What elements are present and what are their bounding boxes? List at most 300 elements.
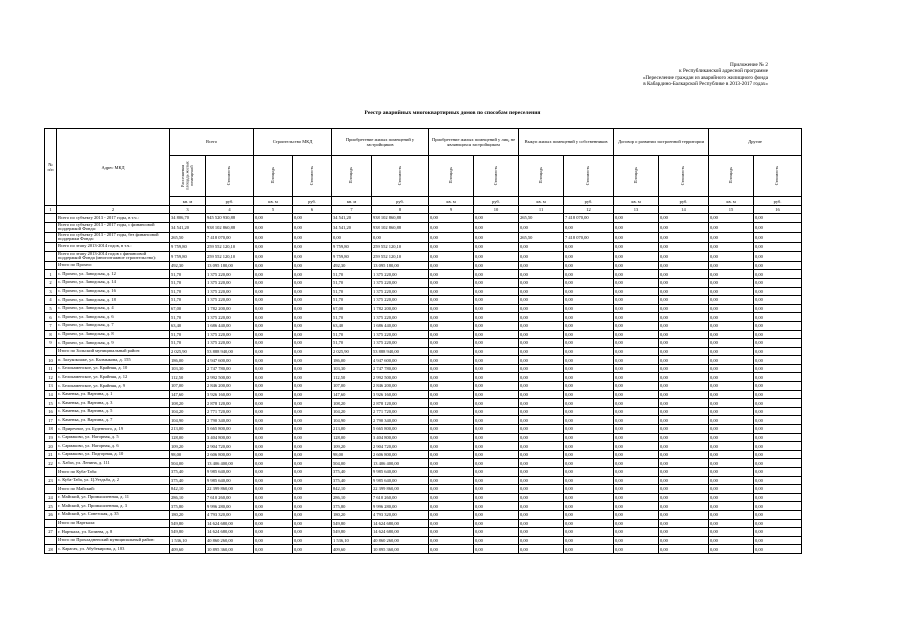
value-cell: 0,00 <box>709 450 754 459</box>
value-cell: 0,00 <box>429 242 474 251</box>
value-cell: 0,00 <box>254 536 293 545</box>
table-row-subtotal <box>45 261 802 270</box>
address-cell: Итого по Майский: <box>57 485 170 494</box>
value-cell: 1 375 220,00 <box>372 287 429 296</box>
value-cell: 0,00 <box>429 214 474 223</box>
value-cell: 0,00 <box>429 251 474 261</box>
address-cell: г. Майский, ул. Промышленная, д. 11 <box>57 493 170 502</box>
row-number-cell <box>45 222 57 232</box>
value-cell: 7 418 070,00 <box>206 232 254 242</box>
value-cell: 0,00 <box>519 407 564 416</box>
value-cell: 0,00 <box>474 296 519 305</box>
value-cell: 0,00 <box>614 304 659 313</box>
value-cell: 0,00 <box>293 242 332 251</box>
row-number-cell <box>45 261 57 270</box>
column-number: 6 <box>293 206 332 214</box>
table-row-subtotal <box>45 519 802 528</box>
value-cell: 0,00 <box>254 433 293 442</box>
value-cell: 0,00 <box>429 519 474 528</box>
value-cell: 0,00 <box>564 450 614 459</box>
value-cell: 53 888 940,00 <box>206 347 254 356</box>
address-cell: с. Прохно, ул. Заводская, д. 6 <box>57 313 170 322</box>
value-cell: 51,70 <box>170 287 206 296</box>
value-cell: 0,00 <box>709 528 754 537</box>
value-cell: 0,00 <box>293 304 332 313</box>
value-cell: 1 536,10 <box>170 536 206 545</box>
value-cell: 0,00 <box>564 485 614 494</box>
value-cell: 0,00 <box>754 493 802 502</box>
value-cell: 0,00 <box>254 442 293 451</box>
value-cell: 0,00 <box>293 347 332 356</box>
value-cell: 492,30 <box>332 261 372 270</box>
value-cell: 0,00 <box>754 425 802 434</box>
subheader-text: Площадь <box>447 167 453 184</box>
value-cell: 0,00 <box>519 347 564 356</box>
subheader-cost <box>206 156 254 197</box>
value-cell: 0,00 <box>254 321 293 330</box>
row-number-cell <box>45 242 57 251</box>
table-row <box>45 528 802 537</box>
value-cell: 1 782 200,00 <box>372 304 429 313</box>
value-cell: 0,00 <box>659 339 709 348</box>
value-cell: 0,00 <box>254 459 293 468</box>
value-cell: 504,00 <box>170 459 206 468</box>
row-number-cell: 15 <box>45 399 57 408</box>
table-row <box>45 296 802 305</box>
value-cell: 0,00 <box>519 296 564 305</box>
row-number-cell: 12 <box>45 373 57 382</box>
value-cell: 0,00 <box>564 261 614 270</box>
value-cell: 0,00 <box>254 364 293 373</box>
value-cell: 0,00 <box>519 493 564 502</box>
value-cell: 9 985 640,00 <box>372 476 429 485</box>
value-cell: 0,00 <box>564 364 614 373</box>
column-number: 8 <box>372 206 429 214</box>
value-cell: 0,00 <box>519 339 564 348</box>
value-cell: 0,00 <box>519 242 564 251</box>
value-cell: 9 985 640,00 <box>372 468 429 477</box>
value-cell: 375,40 <box>332 476 372 485</box>
value-cell: 0,00 <box>474 313 519 322</box>
value-cell: 0,00 <box>429 545 474 554</box>
value-cell: 2 992 500,00 <box>206 373 254 382</box>
value-cell: 51,70 <box>170 313 206 322</box>
value-cell: 0,00 <box>254 296 293 305</box>
value-cell: 0,00 <box>519 442 564 451</box>
unit-area: кв. м <box>614 197 659 206</box>
value-cell: 0,00 <box>709 287 754 296</box>
value-cell: 0,00 <box>474 545 519 554</box>
value-cell: 0,00 <box>709 407 754 416</box>
row-number-cell: 26 <box>45 510 57 519</box>
address-cell: с. Карагач, ул. Абубекирова, д. 103 <box>57 545 170 554</box>
value-cell: 112,50 <box>332 373 372 382</box>
address-cell: Итого по Нарткала: <box>57 519 170 528</box>
value-cell: 0,00 <box>614 502 659 511</box>
row-number-cell: 16 <box>45 407 57 416</box>
appendix-line: Приложение № 2 <box>730 62 768 68</box>
value-cell: 0,00 <box>293 493 332 502</box>
value-cell: 108,20 <box>170 399 206 408</box>
value-cell: 0,00 <box>564 313 614 322</box>
subheader-cost <box>372 156 429 197</box>
value-cell: 0,00 <box>754 519 802 528</box>
value-cell: 0,00 <box>293 433 332 442</box>
value-cell: 0,00 <box>293 450 332 459</box>
value-cell: 0,00 <box>614 459 659 468</box>
unit-area: кв. м <box>170 197 206 206</box>
value-cell: 112,50 <box>170 373 206 382</box>
value-cell: 286,10 <box>170 493 206 502</box>
value-cell: 0,00 <box>659 296 709 305</box>
value-cell: 0,00 <box>754 510 802 519</box>
value-cell: 0,00 <box>659 536 709 545</box>
value-cell: 0,00 <box>564 476 614 485</box>
value-cell: 128,00 <box>170 433 206 442</box>
value-cell: 51,70 <box>332 270 372 279</box>
value-cell: 1 375 220,00 <box>206 270 254 279</box>
table-row <box>45 356 802 365</box>
subheader-cost <box>474 156 519 197</box>
column-number: 4 <box>206 206 254 214</box>
value-cell: 0,00 <box>614 356 659 365</box>
value-cell: 0,00 <box>254 425 293 434</box>
value-cell: 0,00 <box>519 304 564 313</box>
value-cell: 0,00 <box>754 399 802 408</box>
value-cell: 265,50 <box>170 232 206 242</box>
value-cell: 0,00 <box>254 304 293 313</box>
col-header-no: № п/п <box>45 129 57 206</box>
value-cell: 51,70 <box>332 296 372 305</box>
address-cell: Всего по этапу 2013-2014 годов, в т.ч.: <box>57 242 170 251</box>
value-cell: 0,00 <box>254 399 293 408</box>
value-cell: 0,00 <box>659 476 709 485</box>
value-cell: 0,00 <box>429 416 474 425</box>
value-cell: 0,00 <box>564 399 614 408</box>
value-cell: 51,70 <box>332 313 372 322</box>
value-cell: 51,70 <box>332 339 372 348</box>
column-number: 13 <box>614 206 659 214</box>
value-cell: 0,00 <box>564 242 614 251</box>
value-cell: 0,00 <box>659 510 709 519</box>
table-row-subtotal <box>45 214 802 223</box>
value-cell: 0,00 <box>474 373 519 382</box>
value-cell: 0,00 <box>429 502 474 511</box>
value-cell: 0,00 <box>659 416 709 425</box>
subheader-text: Площадь <box>537 167 543 184</box>
table-row-subtotal <box>45 468 802 477</box>
value-cell: 0,00 <box>709 416 754 425</box>
value-cell: 0,00 <box>293 330 332 339</box>
value-cell: 0,00 <box>293 313 332 322</box>
value-cell: 9 759,80 <box>332 242 372 251</box>
value-cell: 3 926 160,00 <box>206 390 254 399</box>
value-cell: 0,00 <box>564 442 614 451</box>
value-cell: 0,00 <box>474 304 519 313</box>
value-cell: 0,00 <box>564 425 614 434</box>
value-cell: 0,00 <box>474 536 519 545</box>
value-cell: 7 418 070,00 <box>564 214 614 223</box>
value-cell: 2 025,90 <box>170 347 206 356</box>
table-row <box>45 382 802 391</box>
row-number-cell: 27 <box>45 528 57 537</box>
value-cell: 13 095 180,00 <box>372 261 429 270</box>
value-cell: 0,00 <box>254 347 293 356</box>
address-cell: с. Прохно, ул. Заводская, д. 4 <box>57 304 170 313</box>
value-cell: 0,00 <box>709 222 754 232</box>
row-number-cell: 18 <box>45 425 57 434</box>
value-cell: 0,00 <box>254 485 293 494</box>
value-cell: 40 860 260,00 <box>372 536 429 545</box>
value-cell: 0,00 <box>474 270 519 279</box>
row-number-cell: 20 <box>45 442 57 451</box>
value-cell: 0,00 <box>293 339 332 348</box>
value-cell: 14 624 680,00 <box>206 519 254 528</box>
value-cell: 0,00 <box>429 232 474 242</box>
value-cell: 0,00 <box>519 278 564 287</box>
table-row-subtotal <box>45 485 802 494</box>
value-cell: 0,00 <box>519 459 564 468</box>
value-cell: 0,00 <box>293 364 332 373</box>
value-cell: 0,00 <box>564 251 614 261</box>
value-cell: 0,00 <box>293 373 332 382</box>
row-number-cell: 3 <box>45 287 57 296</box>
value-cell: 0,00 <box>474 485 519 494</box>
value-cell: 9 985 640,00 <box>206 468 254 477</box>
value-cell: 0,00 <box>754 468 802 477</box>
value-cell: 0,00 <box>564 330 614 339</box>
row-number-cell: 10 <box>45 356 57 365</box>
value-cell: 4 947 600,00 <box>372 356 429 365</box>
value-cell: 549,80 <box>170 528 206 537</box>
subheader-text: Стоимость <box>396 165 402 186</box>
unit-cost: руб. <box>659 197 709 206</box>
value-cell: 0,00 <box>754 356 802 365</box>
value-cell: 5 665 800,00 <box>206 425 254 434</box>
value-cell: 0,00 <box>429 261 474 270</box>
value-cell: 0,00 <box>614 339 659 348</box>
value-cell: 0,00 <box>754 528 802 537</box>
table-row <box>45 270 802 279</box>
value-cell: 0,00 <box>754 313 802 322</box>
value-cell: 259 552 120,10 <box>372 242 429 251</box>
subheader-area <box>429 156 474 197</box>
value-cell: 409,60 <box>332 545 372 554</box>
value-cell: 0,00 <box>293 536 332 545</box>
value-cell: 0,00 <box>709 545 754 554</box>
value-cell: 0,00 <box>614 476 659 485</box>
value-cell: 51,70 <box>332 278 372 287</box>
value-cell: 0,00 <box>254 545 293 554</box>
value-cell: 0,00 <box>254 510 293 519</box>
row-number-cell <box>45 232 57 242</box>
value-cell: 0,00 <box>564 321 614 330</box>
value-cell: 0,00 <box>709 493 754 502</box>
value-cell: 40 860 260,00 <box>206 536 254 545</box>
value-cell: 0,00 <box>474 510 519 519</box>
value-cell: 0,00 <box>709 313 754 322</box>
value-cell: 0,00 <box>293 459 332 468</box>
row-number-cell: 22 <box>45 459 57 468</box>
value-cell: 0,00 <box>614 433 659 442</box>
value-cell: 549,80 <box>332 519 372 528</box>
address-cell: с. Куба-Таба, ул. Ц.Уездьба, д. 2 <box>57 476 170 485</box>
address-cell: с. Каменка, ул. Вартина, д. 1 <box>57 390 170 399</box>
value-cell: 0,00 <box>429 364 474 373</box>
value-cell: 10 895 360,00 <box>206 545 254 554</box>
value-cell: 0,00 <box>564 433 614 442</box>
appendix-line: к Республиканской адресной программе <box>679 68 768 75</box>
value-cell: 2 747 780,00 <box>206 364 254 373</box>
value-cell: 13 095 180,00 <box>206 261 254 270</box>
value-cell: 0,00 <box>429 485 474 494</box>
value-cell: 2 771 720,00 <box>372 407 429 416</box>
value-cell: 0,00 <box>614 313 659 322</box>
value-cell: 0,00 <box>659 468 709 477</box>
address-cell: г. Майский, ул. Промышленная, д. 3 <box>57 502 170 511</box>
value-cell: 0,00 <box>659 407 709 416</box>
value-cell: 180,20 <box>170 510 206 519</box>
value-cell: 0,00 <box>659 442 709 451</box>
subheader-cost <box>564 156 614 197</box>
value-cell: 0,00 <box>754 364 802 373</box>
value-cell: 0,00 <box>519 313 564 322</box>
value-cell: 0,00 <box>293 468 332 477</box>
table-row <box>45 459 802 468</box>
address-cell: с. Сармаково, ул. Подгорная, д. 10 <box>57 450 170 459</box>
value-cell: 0,00 <box>754 261 802 270</box>
value-cell: 0,00 <box>429 528 474 537</box>
value-cell: 34 541,20 <box>332 214 372 223</box>
value-cell: 0,00 <box>614 214 659 223</box>
table-row <box>45 339 802 348</box>
value-cell: 0,00 <box>519 373 564 382</box>
value-cell: 259 552 120,10 <box>206 251 254 261</box>
value-cell: 98,00 <box>170 450 206 459</box>
value-cell: 0,00 <box>519 468 564 477</box>
value-cell: 34 541,20 <box>170 222 206 232</box>
value-cell: 0,00 <box>429 399 474 408</box>
value-cell: 0,00 <box>659 356 709 365</box>
column-number: 3 <box>170 206 206 214</box>
row-number-cell <box>45 214 57 223</box>
value-cell: 0,00 <box>564 468 614 477</box>
value-cell: 0,00 <box>614 528 659 537</box>
value-cell: 0,00 <box>709 502 754 511</box>
value-cell: 0,00 <box>293 251 332 261</box>
value-cell: 0,00 <box>614 545 659 554</box>
value-cell: 0,00 <box>293 390 332 399</box>
table-row-subtotal <box>45 232 802 242</box>
row-number-cell: 11 <box>45 364 57 373</box>
value-cell: 0,00 <box>564 545 614 554</box>
value-cell: 1 686 440,00 <box>372 321 429 330</box>
value-cell: 2 878 120,00 <box>372 399 429 408</box>
address-cell: Итого по Зольский муниципальный район: <box>57 347 170 356</box>
value-cell: 0,00 <box>293 321 332 330</box>
value-cell: 0,00 <box>293 510 332 519</box>
value-cell: 0,00 <box>754 232 802 242</box>
appendix-line: в Кабардино-Балкарской Республике в 2013-2017 годах» <box>643 80 768 87</box>
value-cell: 2 606 800,00 <box>372 450 429 459</box>
value-cell: 0,00 <box>519 287 564 296</box>
value-cell: 0,00 <box>659 261 709 270</box>
value-cell: 0,00 <box>754 214 802 223</box>
row-number-cell: 17 <box>45 416 57 425</box>
document-title: Реестр аварийных многоквартирных домов по способам переселения <box>364 110 541 116</box>
row-number-cell: 6 <box>45 313 57 322</box>
value-cell: 0,00 <box>519 330 564 339</box>
value-cell: 1 375 220,00 <box>206 287 254 296</box>
value-cell: 0,00 <box>614 347 659 356</box>
value-cell: 0,00 <box>293 382 332 391</box>
value-cell: 186,00 <box>332 356 372 365</box>
value-cell: 0,00 <box>474 330 519 339</box>
value-cell: 0,00 <box>614 536 659 545</box>
value-cell: 0,00 <box>254 476 293 485</box>
value-cell: 0,00 <box>519 416 564 425</box>
value-cell: 103,30 <box>332 364 372 373</box>
unit-cost: руб. <box>474 197 519 206</box>
value-cell: 0,00 <box>293 356 332 365</box>
value-cell: 51,70 <box>170 270 206 279</box>
value-cell: 0,00 <box>754 304 802 313</box>
value-cell: 0,00 <box>474 287 519 296</box>
value-cell: 0,00 <box>614 390 659 399</box>
address-cell: с. Белокаменское, ул. Крайняя, д. 9 <box>57 382 170 391</box>
value-cell: 375,80 <box>332 502 372 511</box>
value-cell: 0,00 <box>709 373 754 382</box>
value-cell: 1 375 220,00 <box>206 313 254 322</box>
value-cell: 0,00 <box>564 304 614 313</box>
value-cell: 0,00 <box>754 485 802 494</box>
value-cell: 2 606 800,00 <box>206 450 254 459</box>
unit-area: кв. м <box>429 197 474 206</box>
table-row <box>45 442 802 451</box>
value-cell: 0,00 <box>254 287 293 296</box>
value-cell: 0,00 <box>709 468 754 477</box>
value-cell: 0,00 <box>564 502 614 511</box>
value-cell: 0,00 <box>254 339 293 348</box>
unit-cost: руб. <box>372 197 429 206</box>
value-cell: 0,00 <box>293 287 332 296</box>
value-cell: 504,00 <box>332 459 372 468</box>
value-cell: 0,00 <box>429 382 474 391</box>
value-cell: 0,00 <box>254 416 293 425</box>
value-cell: 0,00 <box>293 442 332 451</box>
value-cell: 2 846 200,00 <box>372 382 429 391</box>
value-cell: 63,40 <box>332 321 372 330</box>
value-cell: 0,00 <box>709 425 754 434</box>
value-cell: 0,00 <box>293 545 332 554</box>
value-cell: 1 375 220,00 <box>372 339 429 348</box>
address-cell: с. Белокаменское, ул. Крайняя, д. 10 <box>57 364 170 373</box>
value-cell: 259 552 120,10 <box>206 242 254 251</box>
value-cell: 0,00 <box>659 347 709 356</box>
value-cell: 186,00 <box>170 356 206 365</box>
row-number-cell <box>45 536 57 545</box>
table-row-subtotal <box>45 536 802 545</box>
value-cell: 0,00 <box>429 304 474 313</box>
value-cell: 0,00 <box>519 382 564 391</box>
subheader-text: Стоимость <box>680 165 686 186</box>
address-cell: с. Каменка, ул. Вартина, д. 5 <box>57 407 170 416</box>
value-cell: 0,00 <box>614 450 659 459</box>
value-cell: 0,00 <box>293 416 332 425</box>
row-number-cell <box>45 468 57 477</box>
value-cell: 375,40 <box>170 476 206 485</box>
value-cell: 0,00 <box>474 416 519 425</box>
